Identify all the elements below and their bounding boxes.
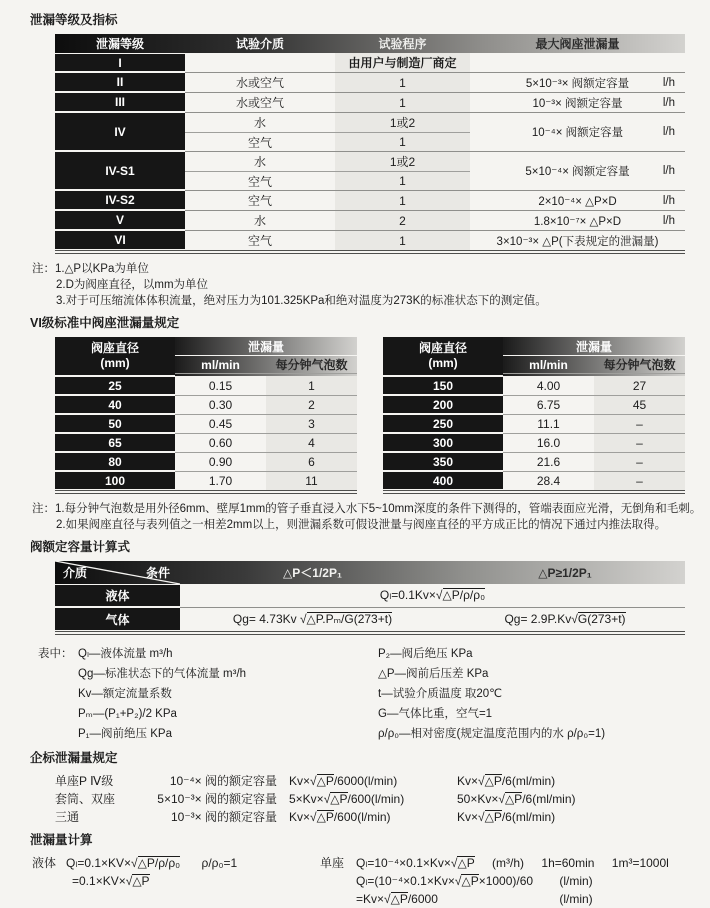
- gas-formula1-cell: [180, 608, 445, 631]
- medium-cell: 水或空气: [235, 96, 284, 110]
- table-row: [55, 452, 357, 471]
- table-row: [55, 433, 357, 452]
- grade-cell: V: [55, 211, 185, 229]
- s4-row-three-way: [55, 808, 685, 826]
- legend-item: Qₗ—液体流量 m³/h: [78, 648, 173, 660]
- procedure-cell: 1或2: [335, 113, 470, 132]
- max-leakage-value: 2×10⁻⁴× △P×D: [538, 195, 617, 208]
- liquid-formula-line1: Qₗ=0.1×KV×√△P/ρ/ρ₀: [66, 856, 181, 870]
- formula-lmin: 5×Kv×√△P/600(l/min): [289, 792, 405, 806]
- medium-cell: 空气: [247, 174, 272, 189]
- unit-label: (l/min): [559, 892, 593, 906]
- conversion-volume: 1m³=1000l: [611, 856, 669, 870]
- legend-item: t—试验介质温度 取20℃: [378, 688, 503, 700]
- note-line: 2.D为阀座直径，以mm为单位: [56, 279, 209, 291]
- procedure-cell: 1或2: [335, 152, 470, 171]
- t1-header-grade: 泄漏等级: [95, 37, 144, 51]
- diameter-cell: 200: [383, 396, 503, 413]
- legend-item: P₁—阀前绝压 KPa: [78, 728, 172, 740]
- medium-cell: 水或空气: [235, 76, 284, 90]
- col-header-leakage: [175, 337, 357, 376]
- table-row: [383, 414, 685, 433]
- medium-cell: 水: [253, 214, 266, 228]
- table-row-grade-6: [55, 230, 685, 250]
- gas-formula-1: Qg= 4.73Kv √△P.Pₘ/G(273+t): [232, 612, 393, 627]
- bubbles-label: 每分钟气泡数: [603, 358, 676, 372]
- max-leakage-value: 3×10⁻³× △P(下表规定的泄漏量): [496, 235, 659, 248]
- single-seat-calculation-block: [320, 854, 685, 908]
- bubbles-cell: 1: [266, 376, 357, 395]
- t1-header-max-leakage: 最大阀座泄漏量: [535, 37, 620, 51]
- row-body: [185, 72, 685, 92]
- calc-line2-formula: Qₗ=(10⁻⁴×0.1×Kv×√△P×1000)/60: [356, 874, 534, 888]
- max-leakage-value: 10⁻⁴× 阀额定容量: [531, 127, 624, 139]
- formula-lmin: Kv×√△P/6000(l/min): [289, 774, 398, 788]
- max-leakage-cell: [470, 73, 685, 92]
- gas-formula2-cell: [445, 608, 685, 631]
- bubbles-cell: 4: [266, 434, 357, 452]
- seat-leakage-table-large: [383, 337, 685, 494]
- col-header-diameter: [383, 337, 503, 375]
- bubbles-cell: 11: [266, 472, 357, 490]
- bubbles-cell: 27: [594, 376, 685, 395]
- unit-label: l/h: [662, 214, 675, 227]
- calc-line3-formula: =Kv×√△P/6000: [356, 892, 438, 906]
- mlmin-cell: 0.15: [208, 378, 233, 393]
- mlmin-cell: 0.45: [208, 417, 233, 431]
- gas-formula-2: Qg= 2.9P.Kv√G(273+t): [504, 612, 626, 627]
- unit-label: l/h: [662, 96, 675, 109]
- liquid-formula-cell: [180, 584, 685, 607]
- legend-item: G—气体比重，空气=1: [378, 708, 493, 720]
- mlmin-cell: 21.6: [536, 455, 561, 469]
- diameter-label: 阀座直径: [90, 341, 139, 355]
- max-leakage-cell: [470, 152, 685, 190]
- legend-right-column: [378, 644, 685, 744]
- section2-title: VI级标准中阀座泄漏量规定: [30, 316, 180, 330]
- table-row: [383, 433, 685, 452]
- bubbles-cell: –: [594, 453, 685, 471]
- max-leakage-cell: [470, 93, 685, 112]
- diameter-cell: 250: [383, 415, 503, 432]
- bubbles-cell: 6: [266, 453, 357, 471]
- bubbles-cell: –: [594, 415, 685, 433]
- grade-cell: VI: [55, 231, 185, 249]
- mlmin-cell: 28.4: [536, 474, 561, 488]
- note-line: 2.如果阀座直径与表列值之一相差2mm以上，则泄漏系数可假设泄量与阀座直径的平方成正比的情况下通过内推法取得。: [56, 519, 667, 531]
- grade-cell: III: [55, 93, 185, 111]
- mlmin-label: ml/min: [201, 357, 240, 372]
- mlmin-cell: 4.00: [536, 378, 561, 393]
- grade-cell: IV-S2: [55, 191, 185, 209]
- unit-label: l/h: [662, 126, 675, 138]
- mlmin-cell: 0.90: [208, 455, 233, 469]
- table-row-grade-4s1: [55, 151, 685, 190]
- s4-row-cage-double-seat: [55, 790, 685, 808]
- liquid-label: 液体: [55, 585, 180, 606]
- row-body: [185, 230, 685, 250]
- max-leakage-value: 10⁻³× 阀额定容量: [532, 97, 623, 110]
- diameter-cell: 50: [55, 415, 175, 432]
- diameter-cell: 300: [383, 434, 503, 451]
- diameter-cell: 65: [55, 434, 175, 451]
- table-row-grade-4: [55, 112, 685, 151]
- grade-cell: I: [55, 54, 185, 71]
- procedure-cell: 1: [335, 133, 470, 151]
- rated-capacity-table: [55, 561, 685, 635]
- table-row: [55, 376, 357, 395]
- legend-item: ρ/ρ₀—相对密度(规定温度范围内的水 ρ/ρ₀=1): [378, 728, 606, 740]
- section5-title: 泄漏量计算: [30, 833, 93, 847]
- procedure-cell: 2: [335, 211, 470, 230]
- liquid-formula: Qₗ=0.1Kv×√△P/ρ/ρ₀: [379, 588, 486, 603]
- t1-header-procedure: 试验程序: [378, 37, 427, 51]
- formula-lmin: Kv×√△P/600(l/min): [289, 810, 391, 824]
- valve-type-label: 三通: [55, 810, 80, 824]
- t2-header: [55, 337, 357, 376]
- table-row-grade-2: [55, 72, 685, 92]
- table-row-grade-1: [55, 53, 685, 72]
- diameter-cell: 25: [55, 377, 175, 394]
- rated-capacity-value: 10⁻⁴× 阀的额定容量: [169, 774, 277, 788]
- diameter-unit-label: (mm): [428, 356, 458, 370]
- medium-header-label: 介质: [63, 566, 88, 580]
- bubbles-cell: 3: [266, 415, 357, 433]
- t1-notes: [32, 261, 685, 309]
- leakage-calculation: [32, 854, 685, 908]
- max-leakage-value: 5×10⁻⁴× 阀额定容量: [525, 166, 630, 178]
- t1-header-row: [55, 34, 685, 53]
- section3-title: 阀额定容量计算式: [30, 540, 131, 554]
- single-seat-label: 单座: [320, 856, 345, 870]
- row-body: [185, 190, 685, 210]
- medium-cell: 水: [253, 155, 266, 169]
- note-line: 注：1.每分钟气泡数是用外径6mm、壁厚1mm的管子垂直浸入水下5~10mm深度的条件下测得的，管端表面应光滑，无倒角和毛刺。: [32, 503, 702, 515]
- valve-type-label: 单座P Ⅳ级: [55, 774, 114, 788]
- liquid-calc-body: [66, 854, 237, 908]
- grade-cell: IV-S1: [55, 152, 185, 189]
- bubbles-cell: 2: [266, 396, 357, 414]
- col-header-diameter: [55, 337, 175, 375]
- mlmin-cell: 6.75: [536, 398, 561, 412]
- liquid-label: 液体: [32, 856, 57, 870]
- class6-leakage-tables: [55, 337, 685, 494]
- table-row-grade-3: [55, 92, 685, 112]
- t3-header: [55, 561, 685, 584]
- procedure-cell: 1: [335, 93, 470, 112]
- procedure-cell: 1: [335, 231, 470, 250]
- unit-label: l/h: [662, 165, 675, 177]
- legend-label: 表中：: [38, 648, 73, 660]
- enterprise-standard-leakage: [55, 772, 685, 826]
- bubbles-label: 每分钟气泡数: [275, 358, 348, 372]
- grade-cell: IV: [55, 113, 185, 150]
- mlmin-label: ml/min: [529, 357, 568, 372]
- medium-cell: 空气: [247, 135, 272, 150]
- medium-condition-header: [55, 561, 180, 584]
- t2-notes: [32, 501, 702, 533]
- bubbles-cell: –: [594, 472, 685, 490]
- condition1-header: △P＜1/2P₁: [283, 566, 342, 580]
- mlmin-cell: 0.30: [208, 398, 233, 412]
- mlmin-cell: 11.1: [537, 417, 560, 431]
- table-row: [55, 414, 357, 433]
- t1-header-medium: 试验介质: [235, 37, 284, 51]
- diameter-cell: 150: [383, 377, 503, 394]
- gas-label: 气体: [55, 608, 180, 630]
- liquid-row: [55, 584, 685, 607]
- diameter-cell: 80: [55, 453, 175, 470]
- col-header-leakage: [503, 337, 685, 376]
- legend-item: P₂—阀后绝压 KPa: [378, 648, 473, 660]
- diameter-cell: 100: [55, 472, 175, 489]
- density-note: ρ/ρ₀=1: [201, 856, 238, 870]
- section4-title: 企标泄漏量规定: [30, 751, 118, 765]
- diameter-unit-label: (mm): [100, 356, 130, 370]
- medium-cell: 空气: [247, 234, 272, 248]
- table-row-grade-5: [55, 210, 685, 230]
- legend-left-column: [78, 644, 378, 744]
- unit-label: l/h: [662, 76, 675, 89]
- table-row-grade-4s2: [55, 190, 685, 210]
- medium-cell: [185, 53, 335, 72]
- unit-label: l/h: [662, 194, 675, 207]
- row-body: [185, 210, 685, 230]
- legend-item: Pₘ—(P₁+P₂)/2 KPa: [78, 708, 177, 720]
- max-leakage-cell: [470, 231, 685, 250]
- liquid-formula-line2: =0.1×KV×√△P: [72, 874, 150, 888]
- leakage-grade-table: [55, 34, 685, 254]
- valve-type-label: 套筒、双座: [55, 792, 116, 806]
- t2-header: [383, 337, 685, 376]
- bubbles-cell: –: [594, 434, 685, 452]
- symbol-legend: [38, 644, 685, 744]
- row-body: [185, 92, 685, 112]
- leakage-label: 泄漏量: [503, 337, 685, 356]
- table-row: [55, 395, 357, 414]
- bubbles-cell: 45: [594, 396, 685, 414]
- rated-capacity-value: 10⁻³× 阀的额定容量: [170, 810, 277, 824]
- max-leakage-value: 1.8×10⁻⁷× △P×D: [533, 215, 622, 228]
- table-row: [383, 376, 685, 395]
- note-line: 注：1.△P以KPa为单位: [32, 263, 149, 275]
- note-line: 3.对于可压缩流体体积流量，绝对压力为101.325KPa和绝对温度为273K的标准状态下的测定值。: [56, 295, 547, 307]
- calc-line1-formula: Qₗ=10⁻⁴×0.1×Kv×√△P: [356, 856, 475, 870]
- gas-row: [55, 607, 685, 631]
- formula-mlmin: Kv×√△P/6(ml/min): [457, 774, 556, 788]
- conversion-hours: 1h=60min: [541, 856, 595, 870]
- section1-title: 泄漏等级及指标: [30, 13, 118, 27]
- condition2-header: △P≥1/2P₁: [538, 565, 592, 580]
- grade-cell: II: [55, 73, 185, 91]
- diameter-cell: 350: [383, 453, 503, 470]
- unit-label: (l/min): [559, 874, 593, 888]
- mlmin-cell: 0.60: [208, 436, 233, 450]
- single-seat-calc-body: [356, 854, 669, 908]
- max-leakage-value: 5×10⁻³× 阀额定容量: [525, 77, 630, 90]
- s4-row-single-seat: [55, 772, 685, 790]
- legend-item: △P—阀前后压差 KPa: [378, 668, 489, 680]
- table-row: [383, 471, 685, 490]
- procedure-cell: 1: [335, 172, 470, 190]
- condition-header-label: 条件: [145, 566, 170, 580]
- max-leakage-cell: [470, 191, 685, 210]
- table-row: [55, 471, 357, 490]
- diameter-cell: 400: [383, 472, 503, 489]
- procedure-cell: 1: [335, 191, 470, 210]
- formula-mlmin: 50×Kv×√△P/6(ml/min): [457, 792, 576, 806]
- liquid-calculation-block: [32, 854, 320, 908]
- max-leakage-cell: [470, 211, 685, 230]
- unit-label: (m³/h): [492, 856, 525, 870]
- table-row: [383, 395, 685, 414]
- diameter-label: 阀座直径: [418, 341, 467, 355]
- procedure-cell: 由用户与制造厂商定: [335, 53, 470, 72]
- legend-item: Qg—标准状态下的气体流量 m³/h: [78, 668, 247, 680]
- legend-item: Kv—额定流量系数: [78, 688, 172, 700]
- table-row: [383, 452, 685, 471]
- max-leakage-cell: [470, 113, 685, 151]
- row-body: [185, 53, 685, 72]
- formula-mlmin: Kv×√△P/6(ml/min): [457, 810, 556, 824]
- medium-cell: 空气: [247, 194, 272, 208]
- diameter-cell: 40: [55, 396, 175, 413]
- medium-cell: 水: [253, 116, 266, 130]
- mlmin-cell: 16.0: [536, 436, 561, 450]
- rated-capacity-value: 5×10⁻³× 阀的额定容量: [157, 792, 277, 806]
- row-body: [185, 112, 685, 151]
- max-leakage-cell: [470, 53, 685, 72]
- mlmin-cell: 1.70: [208, 474, 233, 488]
- procedure-cell: 1: [335, 73, 470, 92]
- row-body: [185, 151, 685, 190]
- seat-leakage-table-small: [55, 337, 357, 494]
- leakage-label: 泄漏量: [175, 337, 357, 356]
